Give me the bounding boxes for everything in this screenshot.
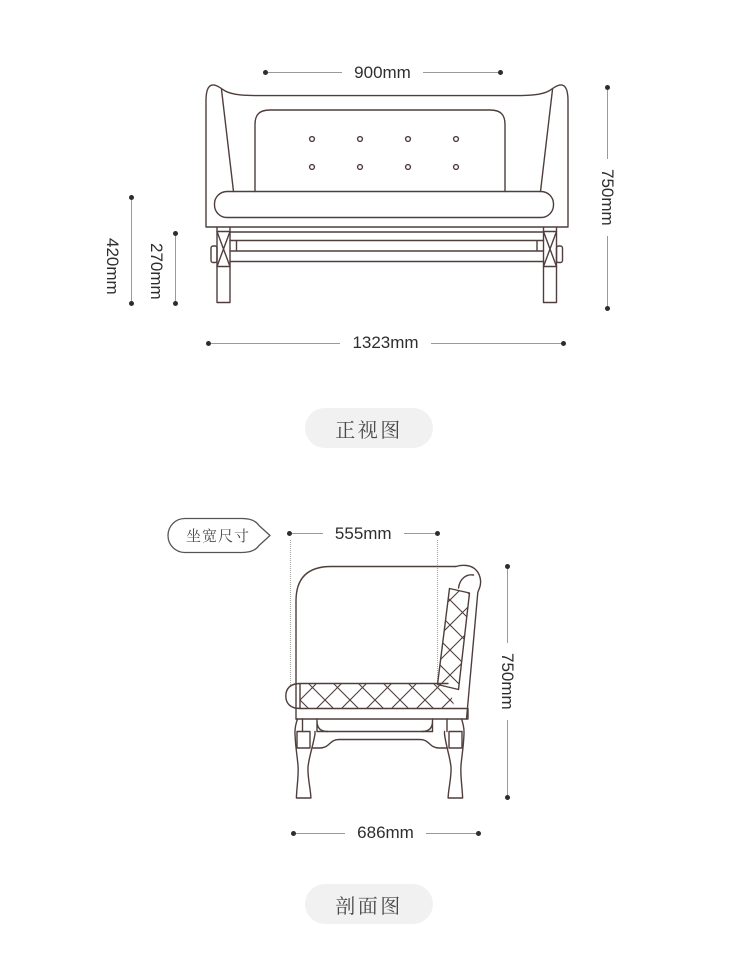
tufting-buttons: [310, 137, 459, 170]
dim-label: 750mm: [498, 653, 517, 710]
dim-dot: [605, 306, 610, 311]
dim-dot: [498, 70, 503, 75]
dim-back-width: [263, 63, 503, 83]
dim-total-depth: [291, 823, 481, 843]
dim-label: 900mm: [354, 62, 411, 82]
front-view-title-text: 正视图: [335, 419, 403, 442]
dim-total-height-section: [497, 564, 517, 800]
front-view-drawing: [206, 85, 568, 303]
dim-line: [607, 236, 608, 306]
section-view-title-text: 剖面图: [335, 895, 403, 918]
dim-line: [268, 72, 343, 73]
dim-line: [404, 533, 435, 534]
section-view-title: [305, 884, 433, 924]
section-view-drawing: [286, 565, 481, 798]
dim-label: 555mm: [334, 523, 392, 543]
dim-line: [507, 569, 508, 644]
dim-line: [431, 343, 561, 344]
dim-line: [296, 833, 346, 834]
dim-seat-height-label: 420mm: [103, 238, 122, 295]
dim-dot: [561, 341, 566, 346]
dim-frame-height-label: 270mm: [147, 243, 166, 300]
front-view-title: [305, 408, 433, 448]
dim-dot: [505, 795, 510, 800]
dim-total-width: [206, 333, 566, 353]
dim-frame-height-line: [175, 233, 176, 304]
dim-dot: [173, 301, 178, 306]
dim-line: [211, 343, 341, 344]
dim-line: [292, 533, 323, 534]
dim-line: [423, 72, 498, 73]
dim-label: 686mm: [357, 823, 414, 842]
dim-seat-height-line: [131, 197, 132, 304]
dim-label: 750mm: [598, 169, 617, 226]
dim-dot: [173, 231, 178, 236]
dim-label: 1323mm: [352, 333, 419, 352]
dim-line: [607, 90, 608, 160]
dim-dot: [476, 831, 481, 836]
callout-label: 坐宽尺寸: [185, 528, 250, 545]
dim-dot: [129, 301, 134, 306]
dim-seat-width: [287, 524, 441, 544]
dim-dot: [435, 531, 440, 536]
dim-line: [507, 720, 508, 795]
dim-dot: [129, 195, 134, 200]
dim-line: [426, 833, 476, 834]
dim-total-height-front: [597, 85, 617, 311]
